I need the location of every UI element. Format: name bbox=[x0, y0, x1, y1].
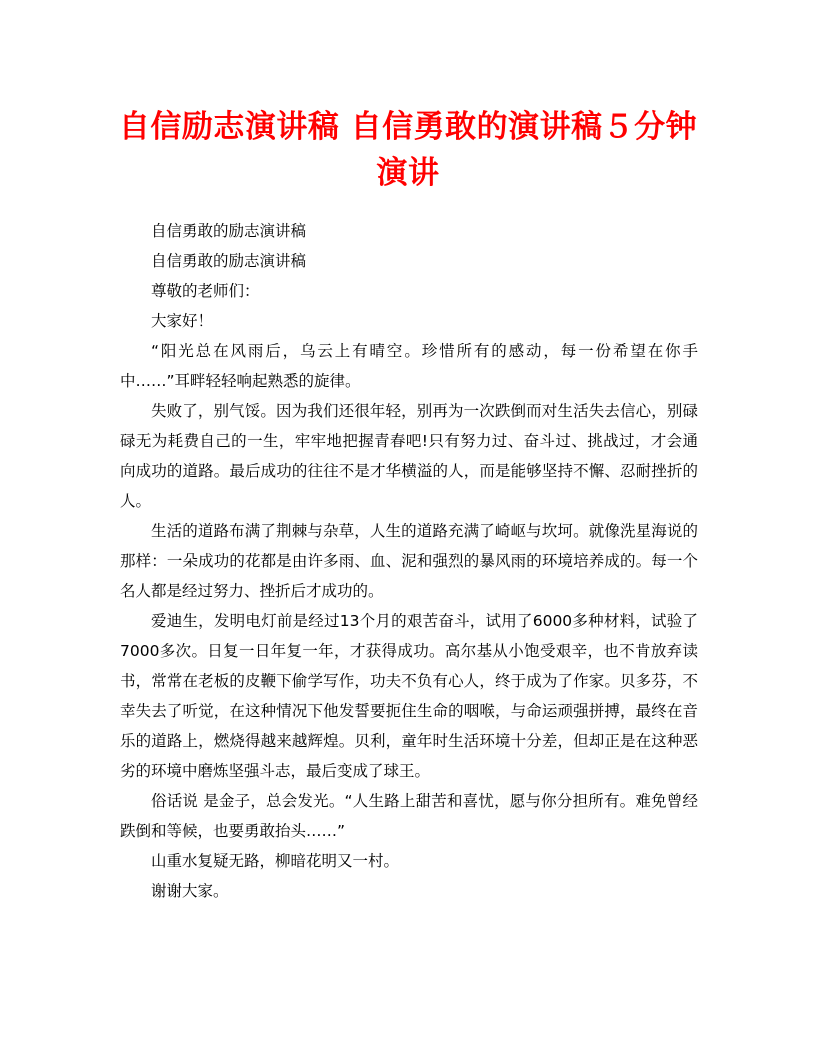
paragraph-quote: “阳光总在风雨后，乌云上有晴空。珍惜所有的感动，每一份希望在你手中……”耳畔轻轻响起熟悉的旋律。 bbox=[120, 342, 698, 390]
paragraph-subtitle-2: 自信勇敢的励志演讲稿 bbox=[151, 252, 307, 270]
paragraph-proverb: 俗话说 是金子，总会发光。“人生路上甜苦和喜忧，愿与你分担所有。难免曾经跌倒和等候，也要勇敢抬头……” bbox=[120, 792, 698, 840]
paragraph-greeting: 大家好！ bbox=[151, 312, 214, 330]
paragraph-road-of-life: 生活的道路布满了荆棘与杂草，人生的道路充满了崎岖与坎坷。就像洗星海说的那样：一朵成功的花都是由许多雨、血、泥和强烈的暴风雨的环境培养成的。每一个名人都是经过努力、挫折后才成功的。 bbox=[120, 522, 698, 600]
document-body bbox=[120, 216, 698, 906]
paragraph-examples: 爱迪生，发明电灯前是经过13个月的艰苦奋斗，试用了6000多种材料，试验了7000多次。日复一日年复一年，才获得成功。高尔基从小饱受艰辛，也不肯放弃读书，常常在老板的皮鞭下偷学写作，功夫不负有心人，终于成为了作家。贝多芬，不幸失去了听觉，在这种情况下他发誓要扼住生命的咽喉，与命运顽强拼搏，最终在音乐的道路上，燃烧得越来越辉煌。贝利，童年时生活环境十分差，但却正是在这种恶劣的环境中磨炼坚强斗志，最后变成了球王。 bbox=[120, 612, 698, 780]
paragraph-closing: 谢谢大家。 bbox=[151, 882, 229, 900]
paragraph-salutation: 尊敬的老师们： bbox=[151, 282, 260, 300]
document-title: 自信励志演讲稿 自信勇敢的演讲稿５分钟演讲 bbox=[118, 109, 698, 191]
paragraph-poem-line: 山重水复疑无路，柳暗花明又一村。 bbox=[151, 852, 400, 870]
paragraph-subtitle-1: 自信勇敢的励志演讲稿 bbox=[151, 222, 307, 240]
paragraph-failure: 失败了，别气馁。因为我们还很年轻，别再为一次跌倒而对生活失去信心，别碌碌无为耗费自己的一生，牢牢地把握青春吧!只有努力过、奋斗过、挑战过，才会通向成功的道路。最后成功的往往不是才华横溢的人，而是能够坚持不懈、忍耐挫折的人。 bbox=[120, 402, 698, 510]
